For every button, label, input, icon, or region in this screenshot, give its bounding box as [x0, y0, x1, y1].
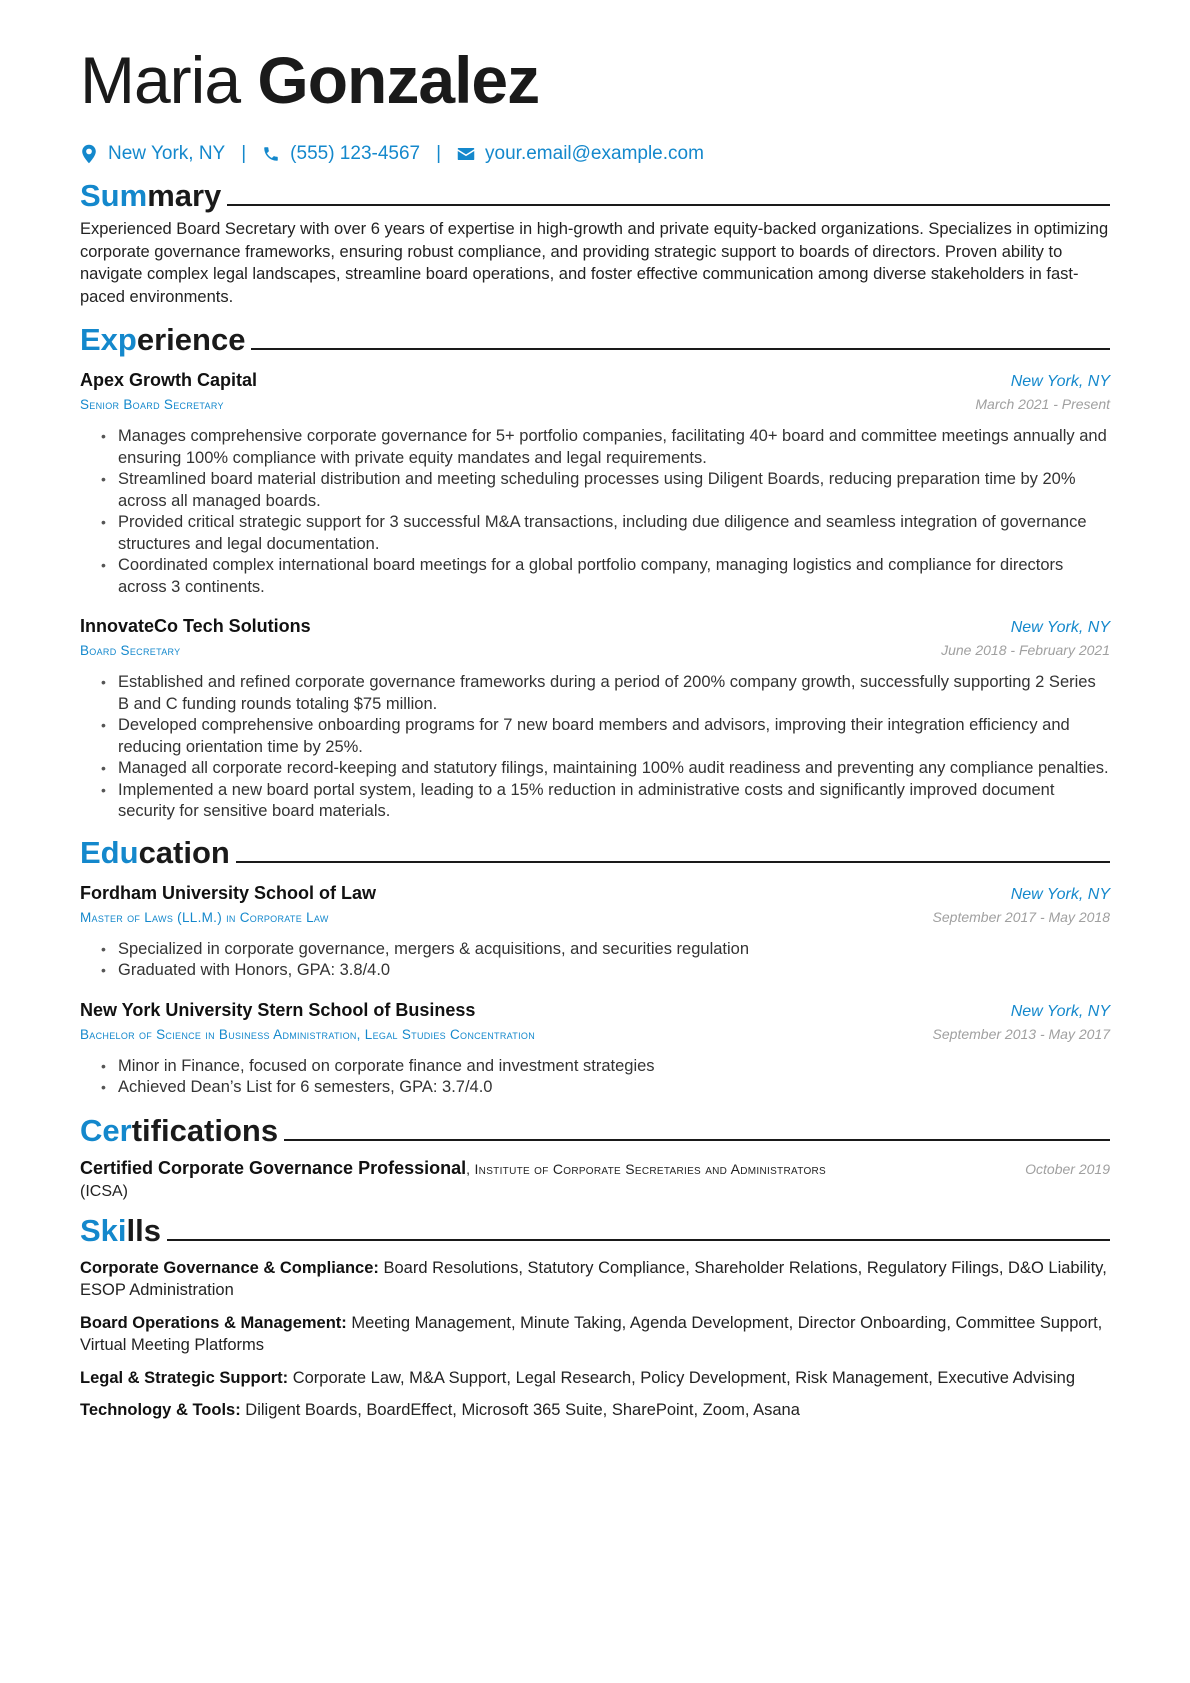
section-rule: [236, 861, 1110, 863]
entry-location: New York, NY: [1010, 619, 1110, 636]
certifications-heading: [80, 1109, 1110, 1149]
bullet-item: • Specialized in corporate governance, mergers & acquisitions, and securities regulation: [118, 939, 1110, 961]
certification-institution: , Institute of Corporate Secretaries and Administrators: [466, 1160, 827, 1177]
degree: Master of Laws (LL.M.) in Corporate Law: [80, 909, 329, 925]
bullet-item: • Achieved Dean’s List for 6 semesters, GPA: 3.7/4.0: [118, 1077, 1110, 1099]
skill-values: Board Resolutions, Statutory Compliance, Shareholder Relations, Regulatory Filings, D&O Liability, ESOP Administration: [80, 1258, 1107, 1299]
skill-label: Legal & Strategic Support:: [80, 1368, 289, 1387]
section-rule: [284, 1139, 1110, 1141]
skill-group: [80, 1367, 1110, 1390]
envelope-icon: [457, 144, 475, 164]
phone-text: (555) 123-4567: [290, 143, 421, 164]
bullet-item: • Provided critical strategic support for 3 successful M&A transactions, including due diligence and seamless integration of governance structures and legal documentation.: [118, 512, 1110, 555]
education-entry: [80, 998, 1110, 1099]
certification-entry: [80, 1157, 1110, 1203]
school-name: Fordham University School of Law: [80, 882, 377, 903]
certification-name: Certified Corporate Governance Professional: [80, 1157, 467, 1178]
experience-entry: [80, 368, 1110, 598]
bullet-item: • Developed comprehensive onboarding programs for 7 new board members and advisors, improving their integration efficiency and reducing orientation time by 25%.: [118, 715, 1110, 758]
skill-label: Technology & Tools:: [80, 1401, 241, 1419]
last-name: Gonzalez: [257, 43, 540, 117]
job-title: Board Secretary: [80, 643, 181, 658]
bullet-item: • Implemented a new board portal system, leading to a 15% reduction in administrative costs and significantly improved document security for sensitive board materials.: [118, 780, 1110, 823]
skill-values: Corporate Law, M&A Support, Legal Research, Policy Development, Risk Management, Executive Advising: [288, 1368, 1076, 1387]
map-pin-icon: [80, 144, 98, 164]
skill-group: [80, 1399, 1110, 1422]
section-rule: [227, 204, 1110, 206]
section-title: Education: [80, 834, 230, 870]
email-link[interactable]: your.email@example.com: [485, 143, 704, 164]
degree: Bachelor of Science in Business Administration, Legal Studies Concentration: [80, 1026, 535, 1042]
entry-dates: September 2017 - May 2018: [932, 908, 1110, 925]
contact-line: [80, 142, 1110, 166]
experience-heading: [80, 318, 1110, 358]
bullet-list: [80, 672, 1110, 823]
phone-icon: [262, 144, 280, 164]
employer-name: Apex Growth Capital: [80, 370, 258, 390]
first-name: Maria: [80, 43, 241, 117]
certification-abbr: (ICSA): [80, 1182, 128, 1200]
skills-heading: [80, 1209, 1110, 1249]
entry-location: New York, NY: [1010, 373, 1110, 390]
bullet-list: [80, 426, 1110, 598]
entry-dates: September 2013 - May 2017: [932, 1025, 1110, 1042]
candidate-name: [80, 40, 1110, 120]
contact-separator: |: [436, 143, 442, 164]
bullet-item: • Streamlined board material distribution and meeting scheduling processes using Diligent Boards, reducing preparation time by 20% across all managed boards.: [118, 469, 1110, 512]
employer-name: InnovateCo Tech Solutions: [80, 616, 311, 636]
contact-phone[interactable]: [262, 143, 420, 165]
section-title: Summary: [80, 178, 222, 213]
contact-separator: |: [241, 143, 247, 164]
skill-label: Board Operations & Management:: [80, 1313, 347, 1332]
section-title: Certifications: [80, 1112, 279, 1148]
contact-location: [80, 143, 225, 165]
skill-group: [80, 1312, 1110, 1357]
entry-location: New York, NY: [1010, 885, 1110, 903]
education-heading: [80, 831, 1110, 871]
school-name: New York University Stern School of Business: [80, 999, 476, 1020]
job-title: Senior Board Secretary: [80, 397, 224, 412]
section-rule: [167, 1239, 1110, 1241]
location-text: New York, NY: [108, 143, 226, 164]
summary-heading: [80, 174, 1110, 214]
bullet-list: [80, 939, 1110, 982]
entry-location: New York, NY: [1010, 1002, 1110, 1020]
skill-values: Diligent Boards, BoardEffect, Microsoft 365 Suite, SharePoint, Zoom, Asana: [240, 1401, 800, 1419]
section-rule: [251, 348, 1110, 350]
summary-text: Experienced Board Secretary with over 6 years of expertise in high-growth and private equity-backed organizations. Specializes in optimizing corporate governance frameworks, ensuring robust compliance, and providing strategic support to boards of directors. Proven ability to navigate complex legal landscapes, streamline board operations, and foster effective communication among diverse stakeholders in fast-paced environments.: [80, 220, 1109, 306]
entry-dates: June 2018 - February 2021: [941, 642, 1110, 658]
entry-dates: March 2021 - Present: [975, 396, 1110, 412]
experience-entry: [80, 614, 1110, 823]
skills-list: [80, 1257, 1110, 1422]
certification-date: October 2019: [1025, 1160, 1110, 1177]
skill-group: [80, 1257, 1110, 1302]
section-title: Experience: [80, 322, 246, 357]
bullet-item: • Coordinated complex international board meetings for a global portfolio company, managing logistics and compliance for directors across 3 continents.: [118, 555, 1110, 598]
skill-label: Corporate Governance & Compliance:: [80, 1258, 379, 1277]
contact-email[interactable]: [457, 143, 704, 165]
education-entry: [80, 881, 1110, 982]
bullet-list: [80, 1056, 1110, 1099]
bullet-item: • Graduated with Honors, GPA: 3.8/4.0: [118, 960, 1110, 982]
bullet-item: • Minor in Finance, focused on corporate finance and investment strategies: [118, 1056, 1110, 1078]
bullet-item: • Established and refined corporate governance frameworks during a period of 200% company growth, successfully supporting 2 Series B and C funding rounds totaling $75 million.: [118, 672, 1110, 715]
section-title: Skills: [80, 1212, 161, 1248]
bullet-item: • Managed all corporate record-keeping and statutory filings, maintaining 100% audit readiness and preventing any compliance penalties.: [118, 758, 1110, 780]
bullet-item: • Manages comprehensive corporate governance for 5+ portfolio companies, facilitating 40+ board and committee meetings annually and ensuring 100% compliance with private equity mandates and legal requirements.: [118, 426, 1110, 469]
skill-values: Meeting Management, Minute Taking, Agenda Development, Director Onboarding, Committee Support, Virtual Meeting Platforms: [80, 1313, 1103, 1354]
